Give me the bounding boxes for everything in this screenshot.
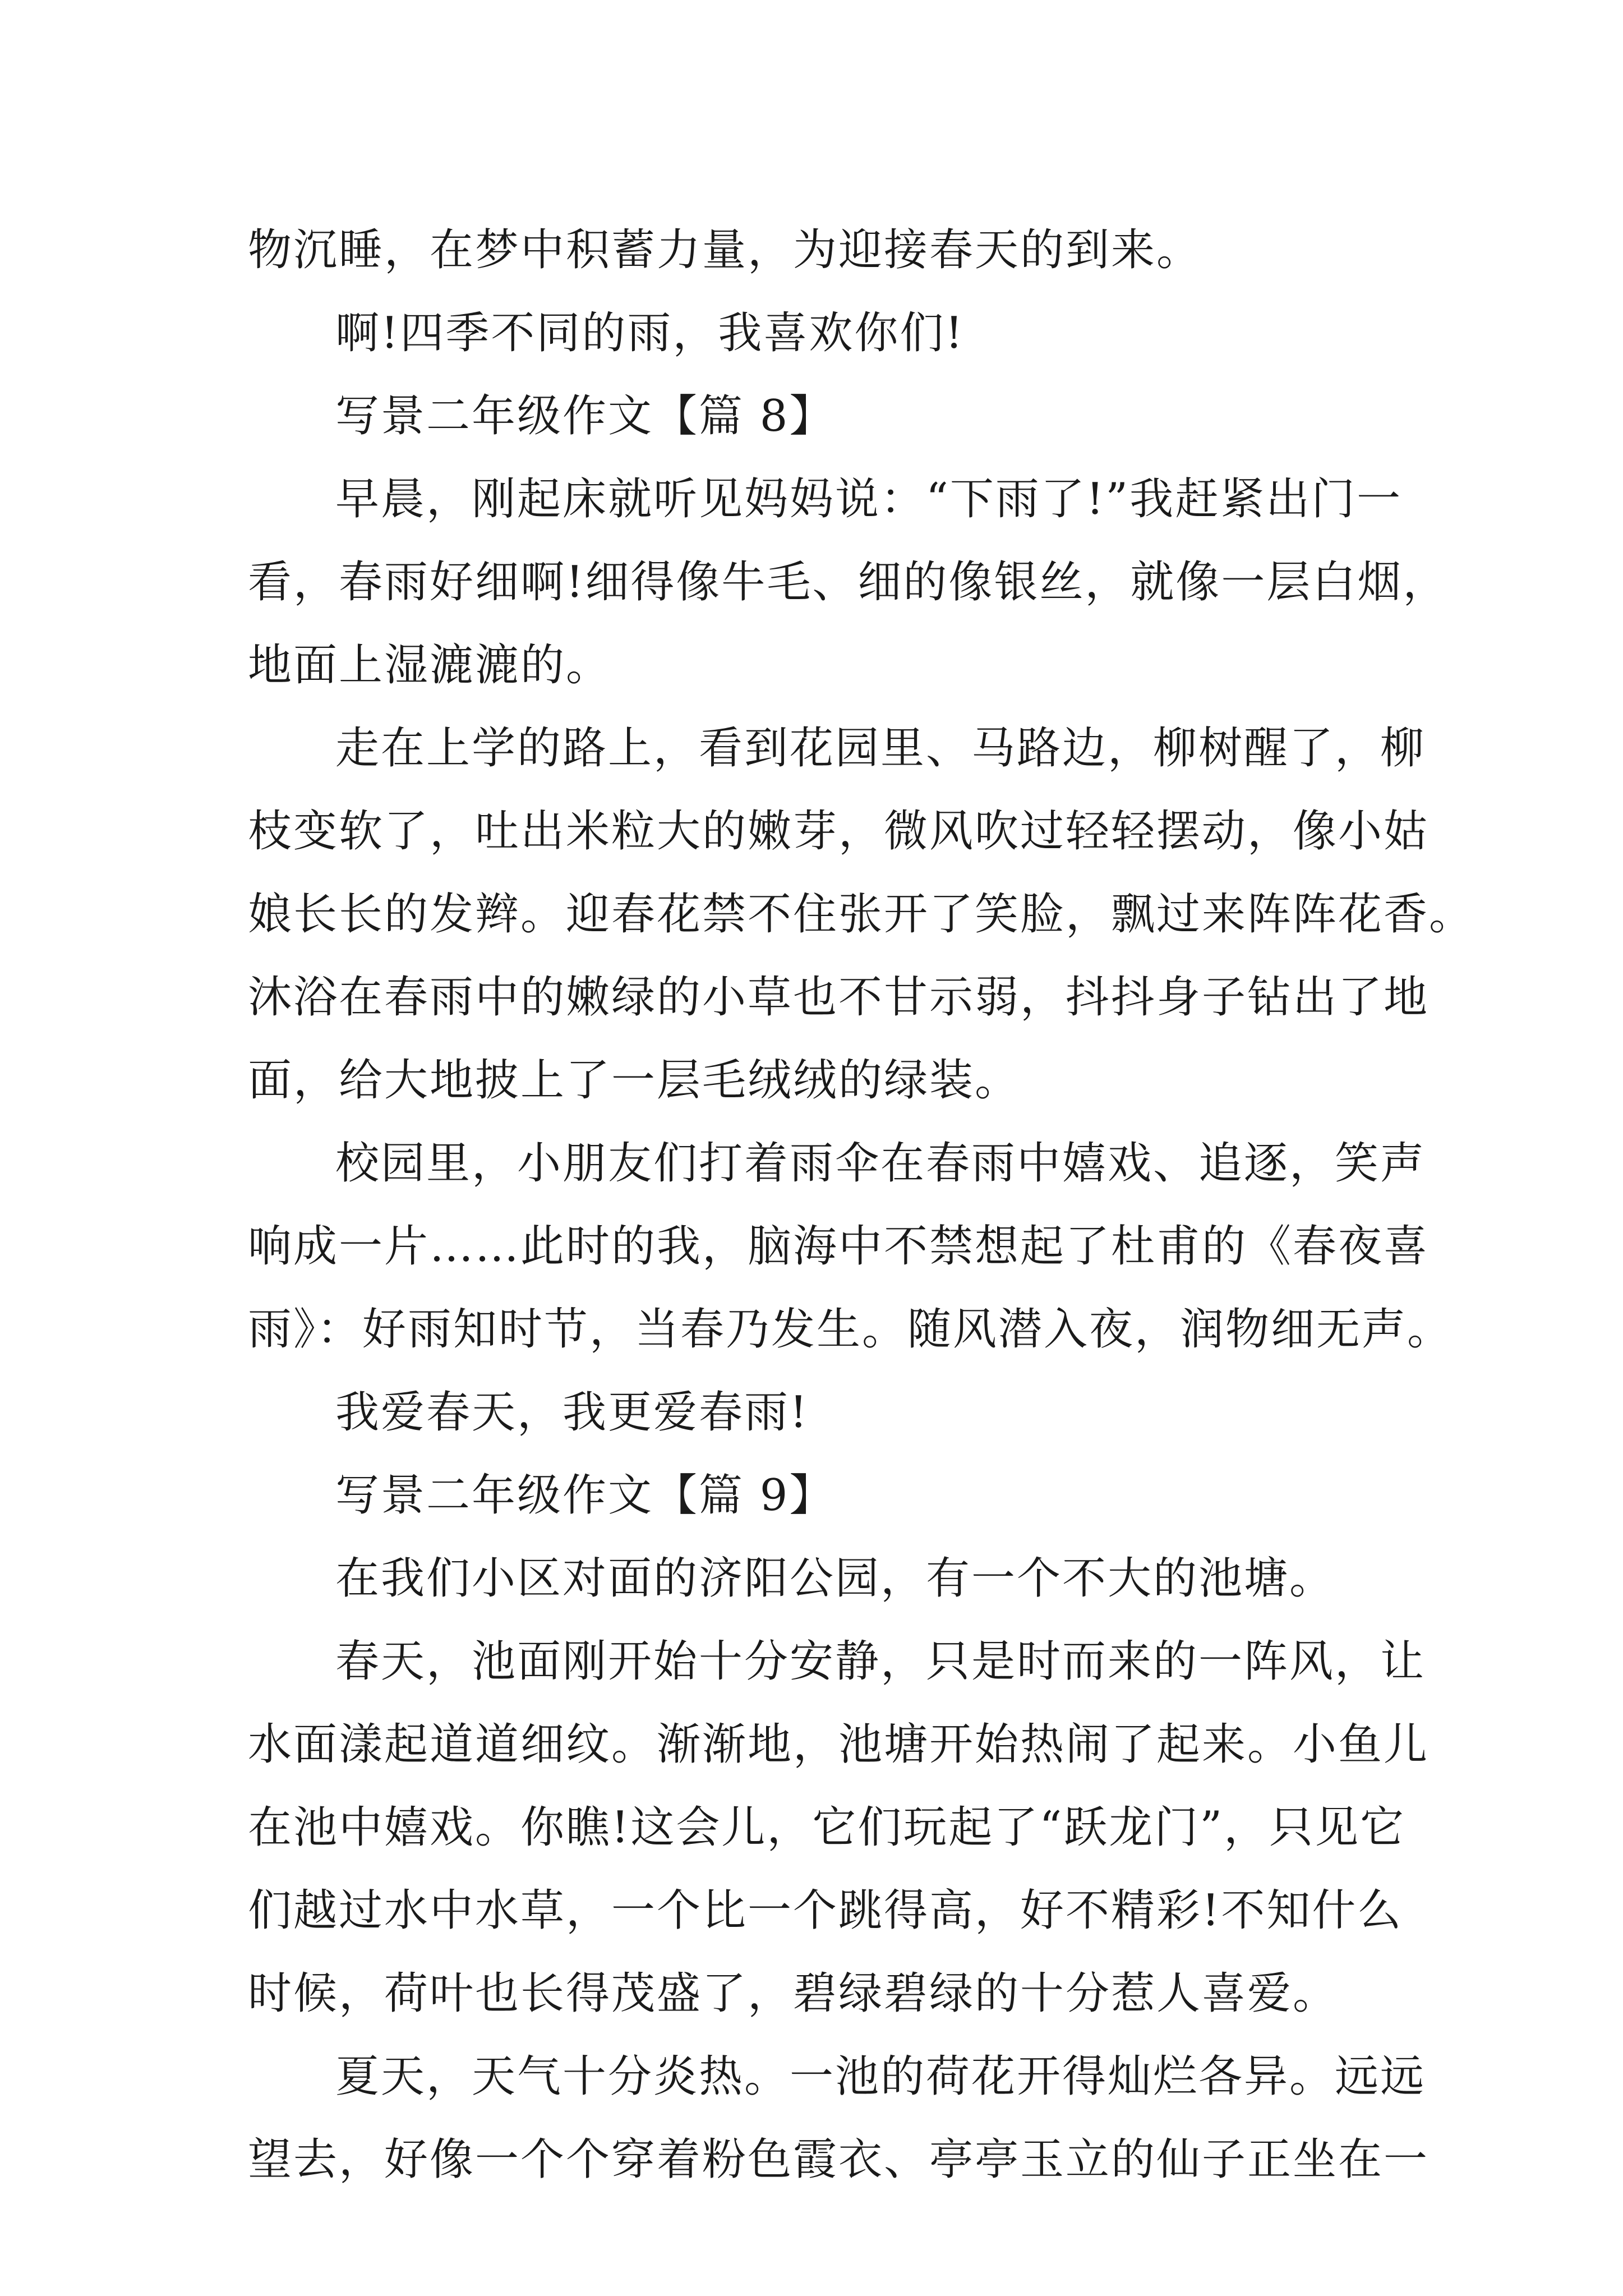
text-line: 面，给大地披上了一层毛绒绒的绿装。 (248, 1055, 1021, 1106)
text-line: 春天，池面刚开始十分安静，只是时而来的一阵风，让 (335, 1636, 1426, 1687)
text-line: 在我们小区对面的济阳公园，有一个不大的池塘。 (335, 1553, 1335, 1604)
text-line: 啊!四季不同的雨，我喜欢你们! (335, 308, 965, 358)
text-line: 水面漾起道道细纹。渐渐地，池塘开始热闹了起来。小鱼儿 (248, 1719, 1430, 1770)
text-line: 枝变软了，吐出米粒大的嫩芽，微风吹过轻轻摆动，像小姑 (248, 806, 1430, 857)
text-line: 雨》：好雨知时节，当春乃发生。随风潜入夜，润物细无声。 (248, 1304, 1453, 1355)
text-line: 我爱春天，我更爱春雨! (335, 1387, 809, 1438)
text-line: 响成一片……此时的我，脑海中不禁想起了杜甫的《春夜喜 (248, 1221, 1430, 1272)
text-line: 早晨，刚起床就听见妈妈说：“下雨了!”我赶紧出门一 (335, 474, 1403, 524)
text-line: 沐浴在春雨中的嫩绿的小草也不甘示弱，抖抖身子钻出了地 (248, 972, 1430, 1023)
text-line: 物沉睡，在梦中积蓄力量，为迎接春天的到来。 (248, 225, 1202, 275)
section-heading: 写景二年级作文【篇 8】 (335, 391, 835, 441)
text-line: 地面上湿漉漉的。 (248, 640, 612, 691)
document-body (248, 209, 1475, 2201)
section-heading: 写景二年级作文【篇 9】 (335, 1470, 835, 1521)
text-line: 娘长长的发辫。迎春花禁不住张开了笑脸，飘过来阵阵花香。 (248, 889, 1475, 940)
text-line: 望去，好像一个个穿着粉色霞衣、亭亭玉立的仙子正坐在一 (248, 2134, 1430, 2185)
text-line: 时候，荷叶也长得茂盛了，碧绿碧绿的十分惹人喜爱。 (248, 1968, 1339, 2019)
text-line: 夏天，天气十分炎热。一池的荷花开得灿烂各异。远远 (335, 2051, 1426, 2102)
text-line: 看，春雨好细啊!细得像牛毛、细的像银丝，就像一层白烟， (248, 557, 1449, 608)
text-line: 在池中嬉戏。你瞧!这会儿，它们玩起了“跃龙门”，只见它 (248, 1802, 1406, 1853)
text-line: 们越过水中水草，一个比一个跳得高，好不精彩!不知什么 (248, 1885, 1403, 1936)
text-line: 走在上学的路上，看到花园里、马路边，柳树醒了，柳 (335, 723, 1426, 774)
text-line: 校园里，小朋友们打着雨伞在春雨中嬉戏、追逐，笑声 (335, 1138, 1426, 1189)
